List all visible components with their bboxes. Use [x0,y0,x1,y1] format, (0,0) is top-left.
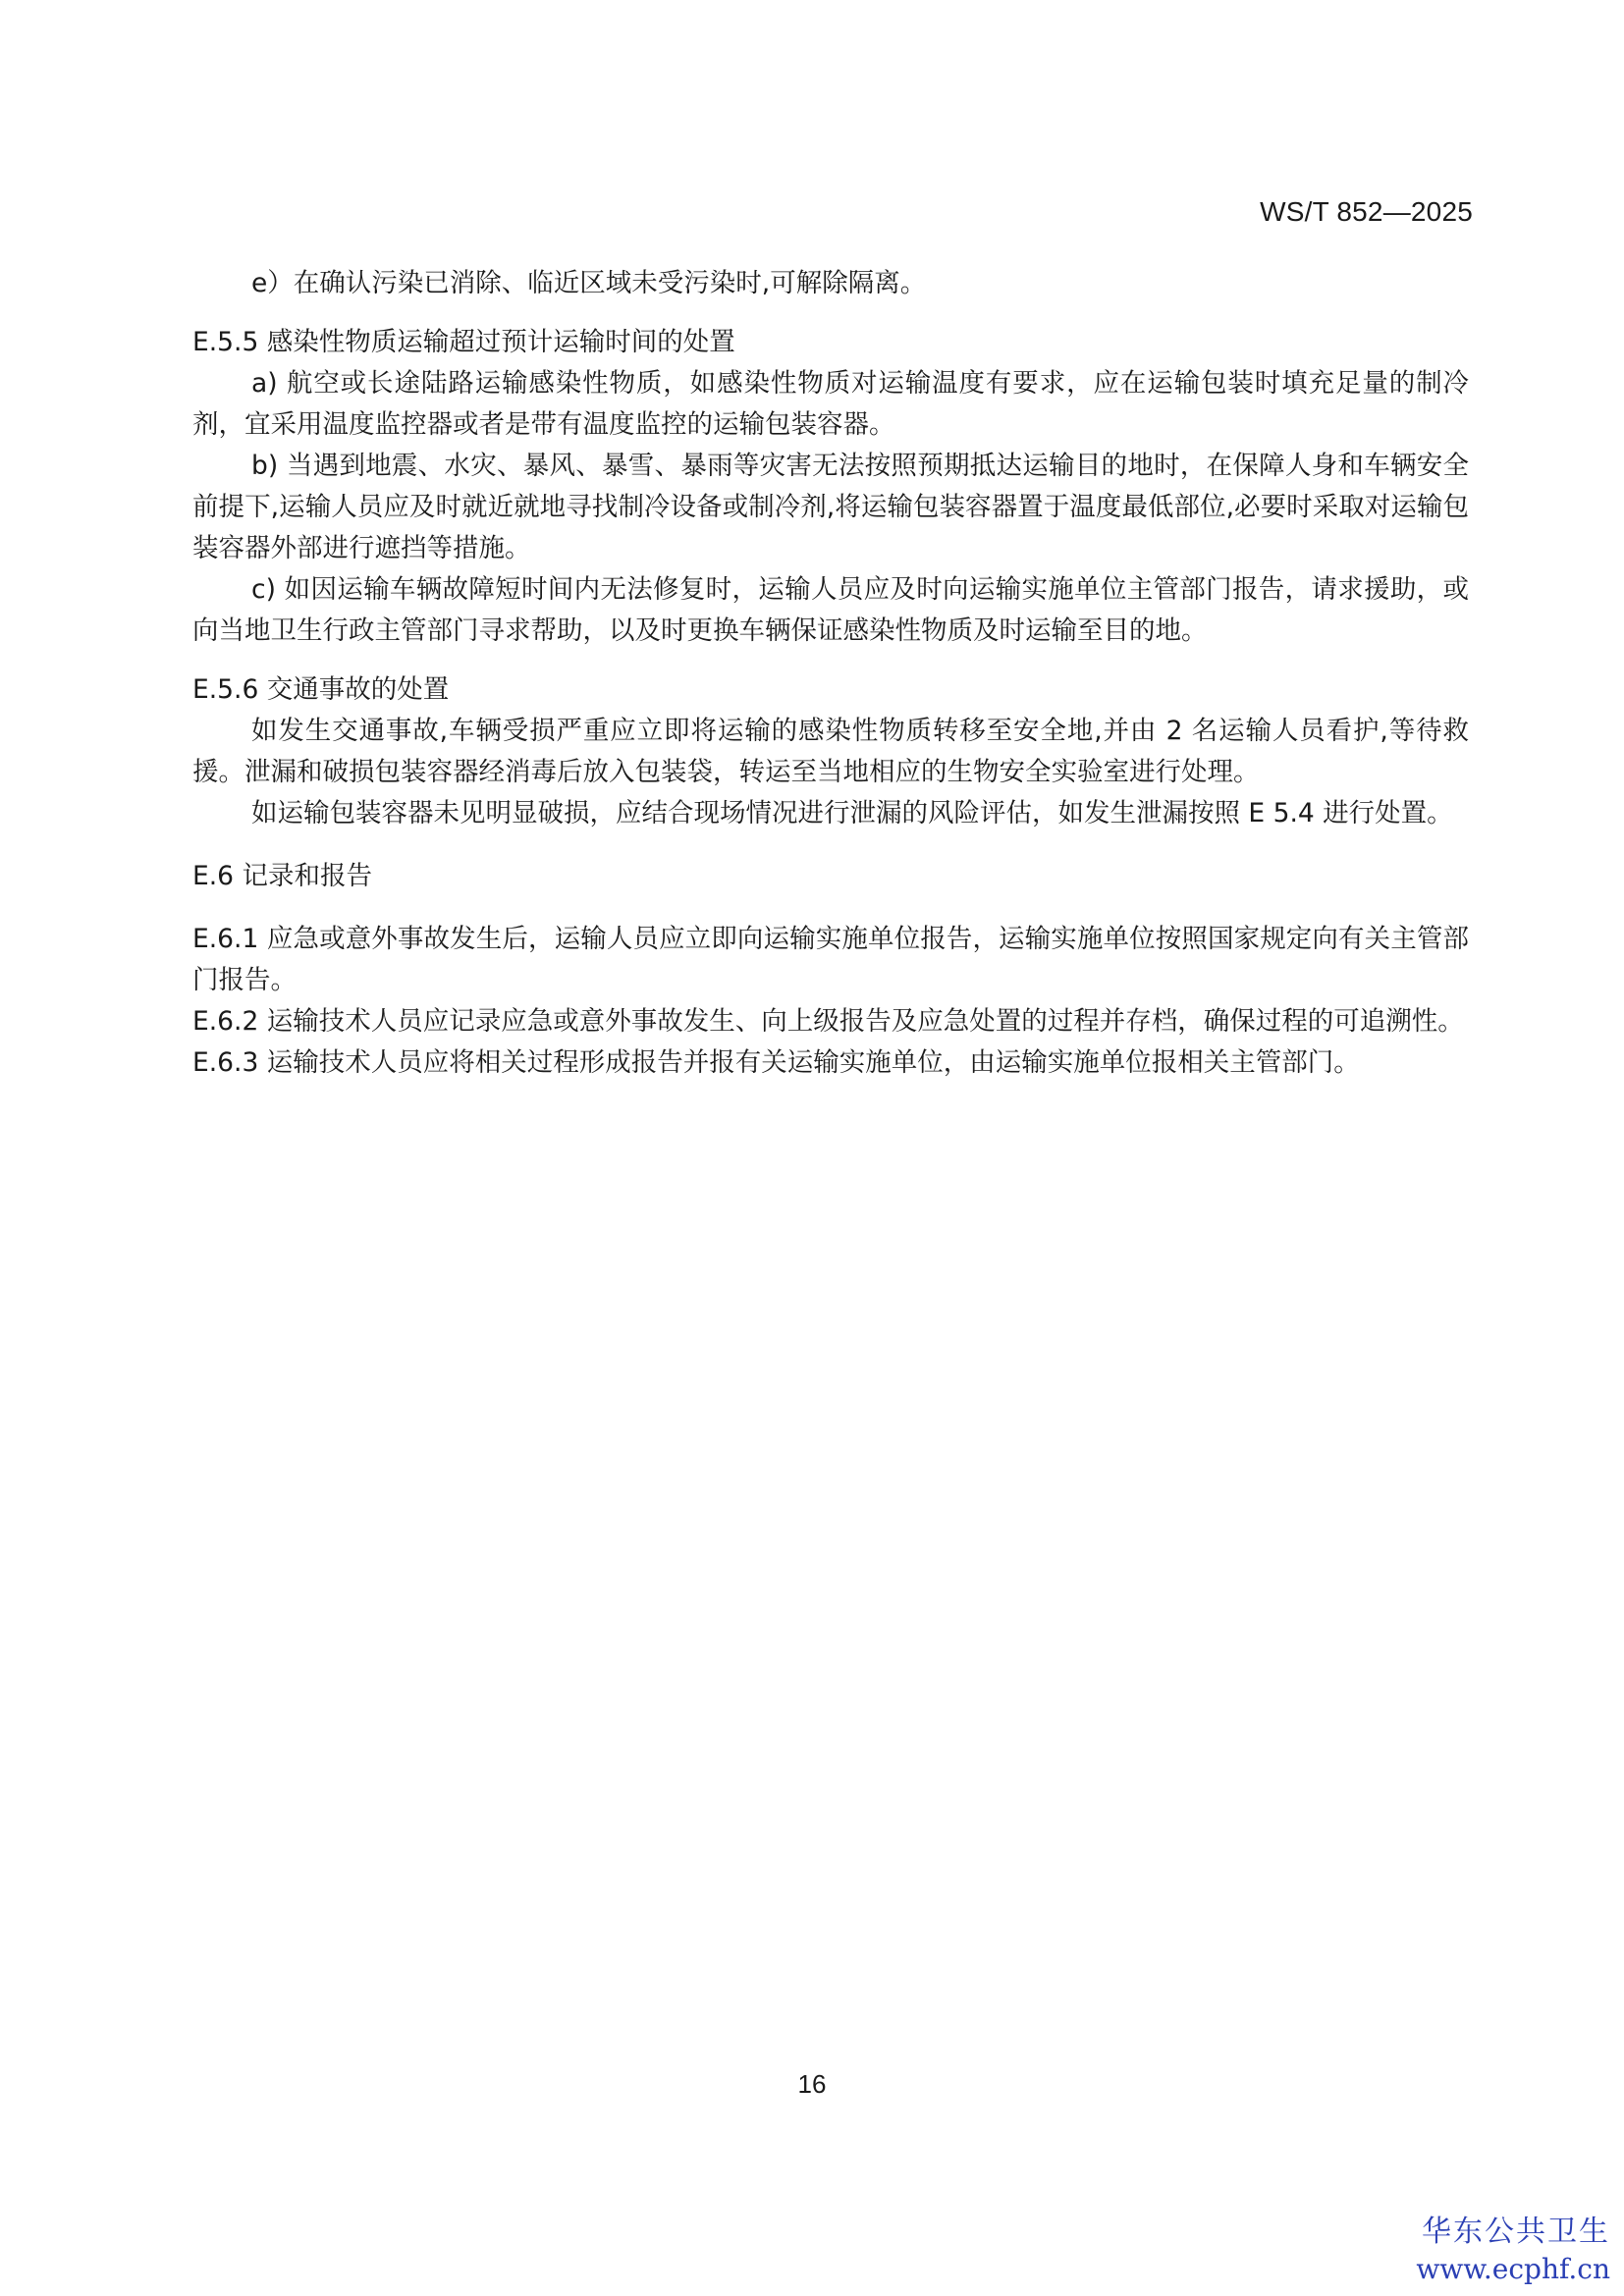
watermark [1416,2214,1610,2288]
standard-code: WS/T 852—2025 [1260,196,1473,227]
clause-e61: E.6.1 应急或意外事故发生后，运输人员应立即向运输实施单位报告，运输实施单位按照国家规定向有关主管部门报告。 [192,924,1469,995]
clause-e63: E.6.3 运输技术人员应将相关过程形成报告并报有关运输实施单位，由运输实施单位报相关主管部门。 [192,1047,1360,1078]
page-number: 16 [797,2069,827,2099]
item-b-disaster: b) 当遇到地震、水灾、暴风、暴雪、暴雨等灾害无法按照预期抵达运输目的地时，在保障人身和车辆安全前提下,运输人员应及时就近就地寻找制冷设备或制冷剂,将运输包装容器置于温度最低部位,必要时采取对运输包装容器外部进行遮挡等措施。 [192,451,1469,563]
paragraph-leak-assessment: 如运输包装容器未见明显破损，应结合现场情况进行泄漏的风险评估，如发生泄漏按照 E 5.4 进行处置。 [251,798,1453,828]
subclause-heading-e55: E.5.5 感染性物质运输超过预计运输时间的处置 [192,327,735,357]
clause-e62: E.6.2 运输技术人员应记录应急或意外事故发生、向上级报告及应急处置的过程并存档，确保过程的可追溯性。 [192,1006,1464,1037]
paragraph-traffic-accident: 如发生交通事故,车辆受损严重应立即将运输的感染性物质转移至安全地,并由 2 名运输人员看护,等待救援。泄漏和破损包装容器经消毒后放入包装袋，转运至当地相应的生物安全实验室进行处理。 [192,716,1469,787]
subclause-heading-e56: E.5.6 交通事故的处置 [192,674,450,705]
item-a-refrigerant: a) 航空或长途陆路运输感染性物质，如感染性物质对运输温度有要求，应在运输包装时填充足量的制冷剂，宜采用温度监控器或者是带有温度监控的运输包装容器。 [192,368,1469,440]
watermark-url[interactable]: www.ecphf.cn [1416,2253,1610,2285]
watermark-name: 华东公共卫生 [1422,2215,1610,2249]
item-e-release-isolation: e）在确认污染已消除、临近区域未受污染时,可解除隔离。 [251,268,927,298]
document-body [192,263,1469,1084]
item-c-vehicle-failure: c) 如因运输车辆故障短时间内无法修复时，运输人员应及时向运输实施单位主管部门报告，请求援助，或向当地卫生行政主管部门寻求帮助，以及时更换车辆保证感染性物质及时运输至目的地。 [192,574,1469,646]
clause-heading-e6: E.6 记录和报告 [192,861,372,891]
